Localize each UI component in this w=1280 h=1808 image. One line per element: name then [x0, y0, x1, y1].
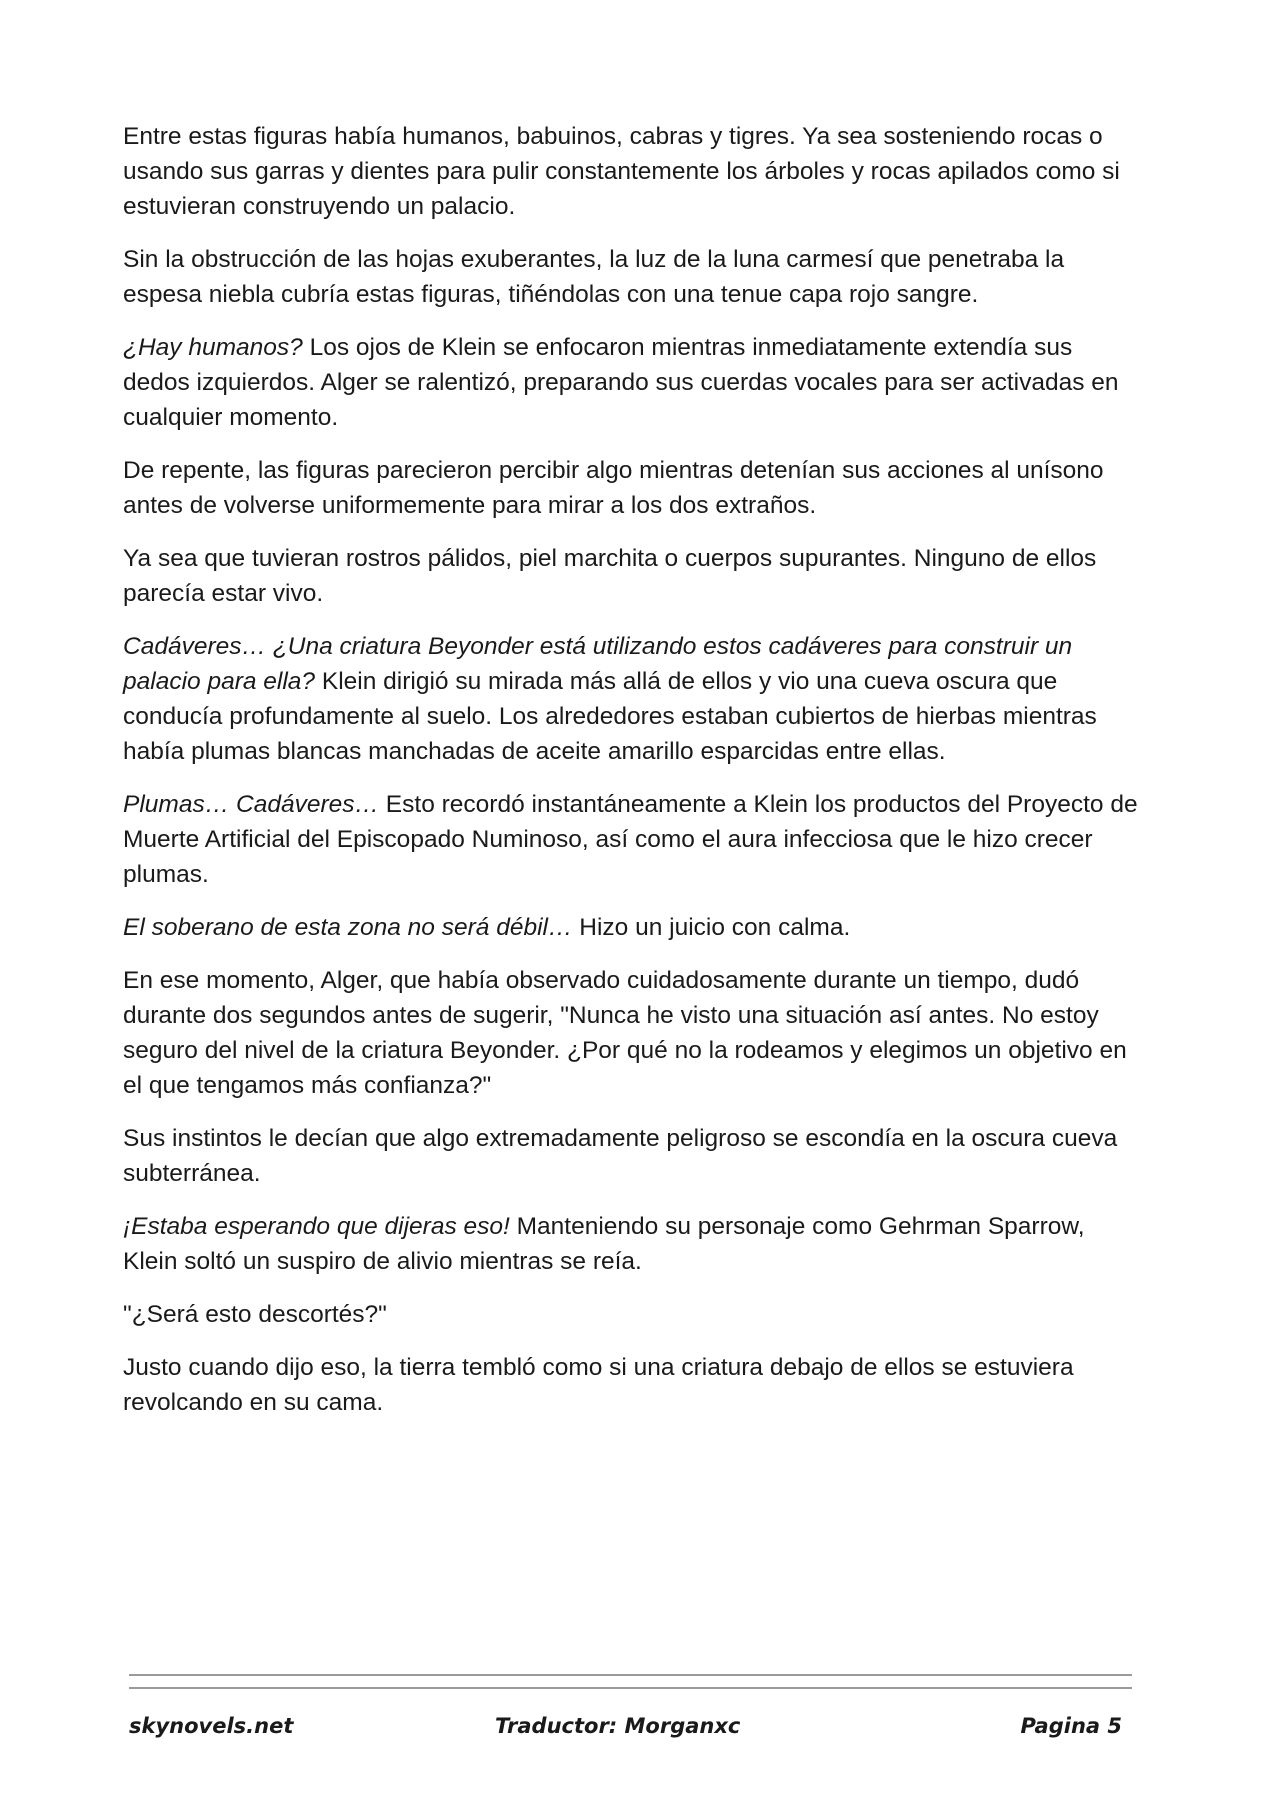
italic-thought: ¿Hay humanos?	[123, 334, 303, 361]
italic-thought: Cadáveres… ¿Una criatura Beyonder está utilizando estos cadáveres para construir un palacio para ella?	[123, 633, 1073, 695]
paragraph-text: Sin la obstrucción de las hojas exuberantes, la luz de la luna carmesí que penetraba la espesa niebla cubría estas figuras, tiñéndolas con una tenue capa rojo sangre.	[123, 246, 1065, 308]
paragraph	[123, 541, 1143, 611]
italic-thought: ¡Estaba esperando que dijeras eso!	[123, 1213, 510, 1240]
paragraph-text: Hizo un juicio con calma.	[572, 914, 851, 941]
paragraph-text: En ese momento, Alger, que había observado cuidadosamente durante un tiempo, dudó durante dos segundos antes de sugerir, "Nunca he visto una situación así antes. No estoy seguro del nivel de la criatura Beyonder. ¿Por qué no la rodeamos y elegimos un objetivo en el que tengamos más confianza?"	[123, 967, 1127, 1099]
paragraph	[123, 119, 1143, 224]
footer-translator: Traductor: Morganxc	[495, 1714, 741, 1738]
paragraph-text: Los ojos de Klein se enfocaron mientras inmediatamente extendía sus dedos izquierdos. Alger se ralentizó, preparando sus cuerdas vocales para ser activadas en cualquier momento.	[123, 334, 1119, 431]
paragraph-text: Manteniendo su personaje como Gehrman Sparrow, Klein soltó un suspiro de alivio mientras se reía.	[123, 1213, 1085, 1275]
paragraph-text: Entre estas figuras había humanos, babuinos, cabras y tigres. Ya sea sosteniendo rocas o usando sus garras y dientes para pulir constantemente los árboles y rocas apilados como si estuvieran construyendo un palacio.	[123, 123, 1120, 220]
paragraph	[123, 910, 1143, 945]
page-footer	[129, 1714, 1132, 1754]
footer-page-number: Pagina 5	[1020, 1714, 1122, 1738]
paragraph-text: Ya sea que tuvieran rostros pálidos, piel marchita o cuerpos supurantes. Ninguno de ellos parecía estar vivo.	[123, 545, 1097, 607]
paragraph	[123, 963, 1143, 1103]
paragraph	[123, 1350, 1143, 1420]
footer-divider-top	[129, 1674, 1132, 1676]
paragraph	[123, 242, 1143, 312]
paragraph-text: "¿Será esto descortés?"	[123, 1301, 387, 1328]
page-body	[123, 119, 1143, 1438]
paragraph	[123, 787, 1143, 892]
italic-thought: El soberano de esta zona no será débil…	[123, 914, 573, 941]
paragraph	[123, 1297, 1143, 1332]
italic-thought: Plumas… Cadáveres…	[123, 791, 379, 818]
paragraph	[123, 330, 1143, 435]
paragraph-text: Klein dirigió su mirada más allá de ellos y vio una cueva oscura que conducía profundamente al suelo. Los alrededores estaban cubiertos de hierbas mientras había plumas blancas manchadas de aceite amarillo esparcidas entre ellas.	[123, 668, 1097, 765]
paragraph-text: Esto recordó instantáneamente a Klein los productos del Proyecto de Muerte Artificial del Episcopado Numinoso, así como el aura infecciosa que le hizo crecer plumas.	[123, 791, 1138, 888]
paragraph-text: Sus instintos le decían que algo extremadamente peligroso se escondía en la oscura cueva subterránea.	[123, 1125, 1118, 1187]
footer-site-name: skynovels.net	[129, 1714, 294, 1738]
paragraph	[123, 1121, 1143, 1191]
paragraph	[123, 1209, 1143, 1279]
paragraph-text: Justo cuando dijo eso, la tierra tembló como si una criatura debajo de ellos se estuviera revolcando en su cama.	[123, 1354, 1074, 1416]
paragraph-text: De repente, las figuras parecieron percibir algo mientras detenían sus acciones al unísono antes de volverse uniformemente para mirar a los dos extraños.	[123, 457, 1104, 519]
paragraph	[123, 629, 1143, 769]
paragraph	[123, 453, 1143, 523]
footer-divider-bottom	[129, 1687, 1132, 1689]
